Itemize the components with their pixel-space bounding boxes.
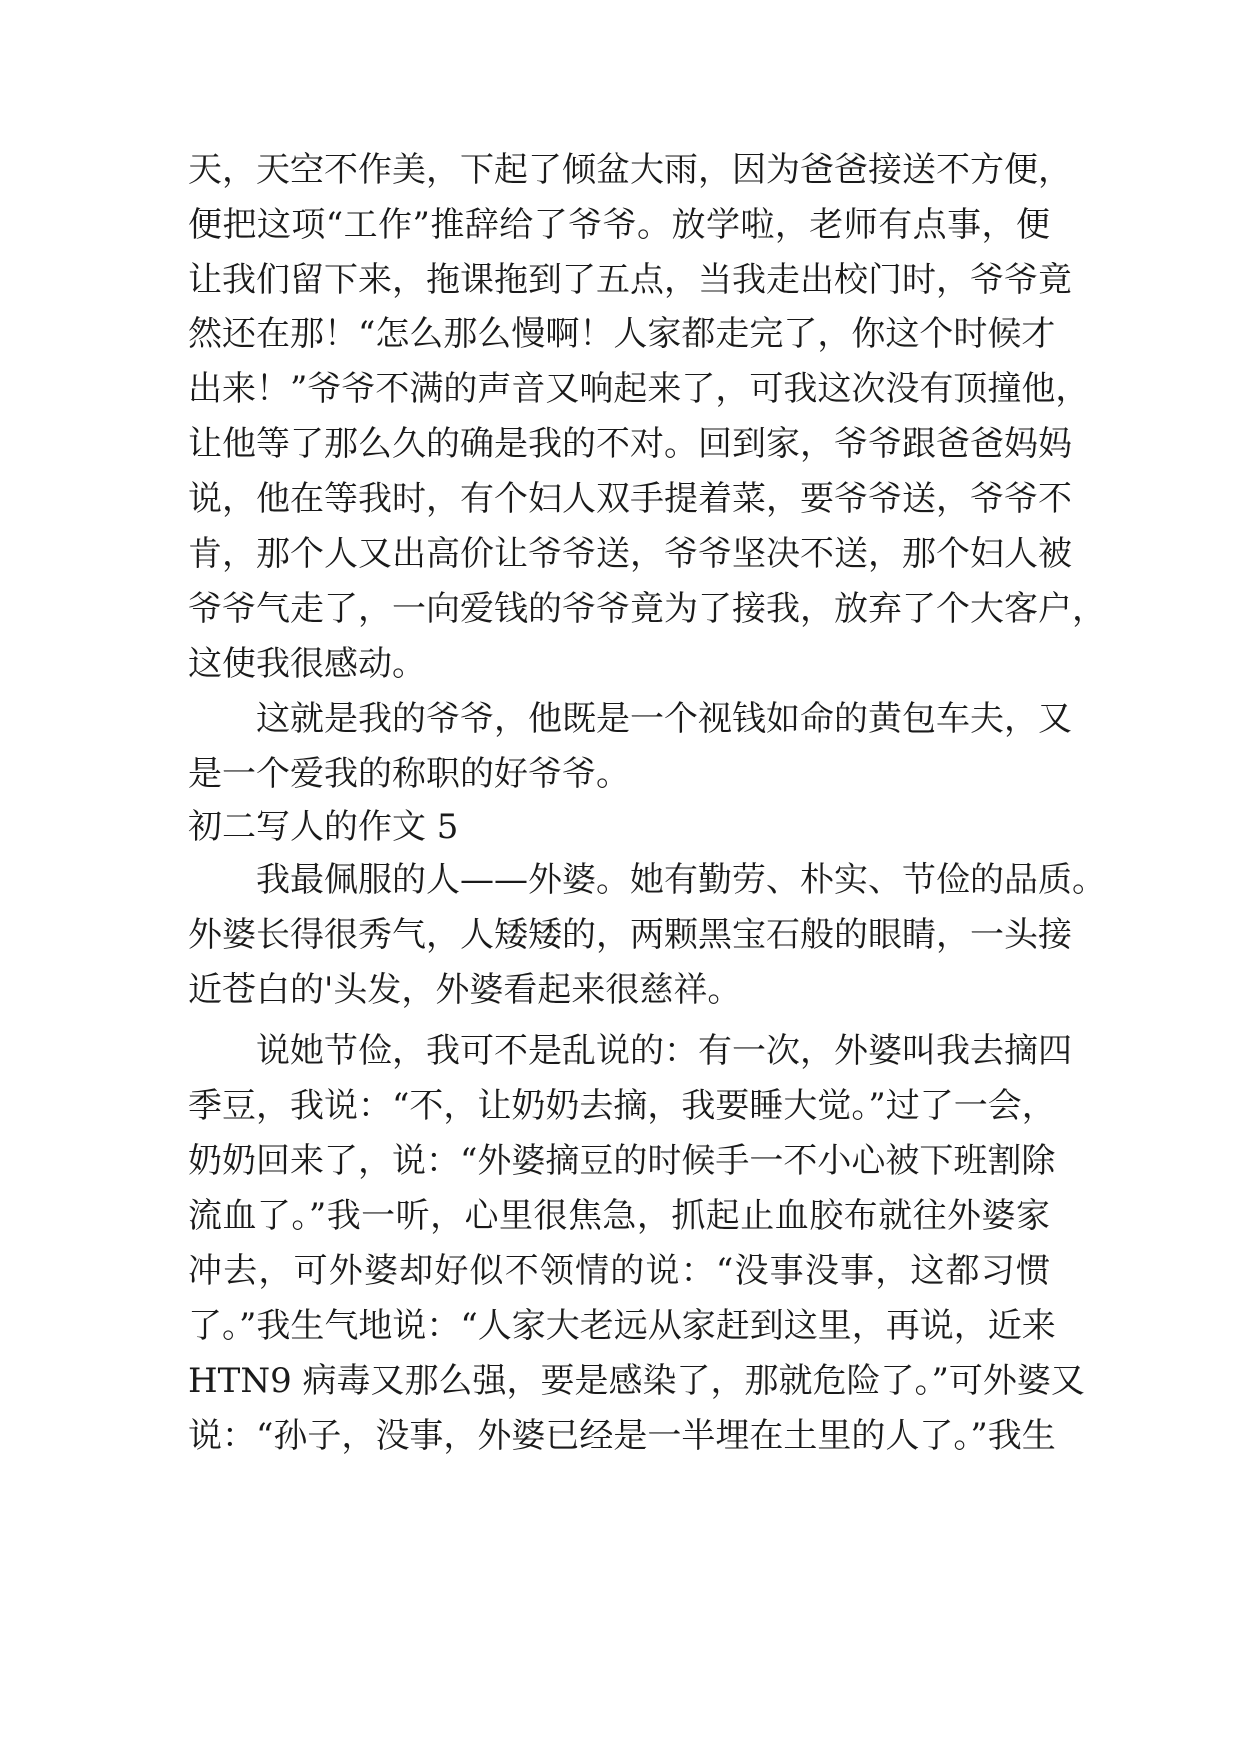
text-line: HTN9 病毒又那么强，要是感染了，那就危险了。”可外婆又 xyxy=(188,1361,1085,1401)
text-line: 冲去，可外婆却好似不领情的说：“没事没事，这都习惯 xyxy=(188,1251,1050,1291)
text-line: 外婆长得很秀气，人矮矮的，两颗黑宝石般的眼睛，一头接 xyxy=(188,915,1072,955)
text-line: 了。”我生气地说：“人家大老远从家赶到这里，再说，近来 xyxy=(188,1306,1056,1346)
text-line: 这使我很感动。 xyxy=(188,644,426,684)
text-line: 肯，那个人又出高价让爷爷送，爷爷坚决不送，那个妇人被 xyxy=(188,534,1072,574)
paragraph-first-line: 这就是我的爷爷，他既是一个视钱如命的黄包车夫，又 xyxy=(256,699,1072,739)
text-line: 爷爷气走了，一向爱钱的爷爷竟为了接我，放弃了个大客户， xyxy=(188,589,1106,629)
text-line: 近苍白的'头发，外婆看起来很慈祥。 xyxy=(188,970,742,1010)
text-line: 让他等了那么久的确是我的不对。回到家，爷爷跟爸爸妈妈 xyxy=(188,424,1072,464)
text-line: 便把这项“工作”推辞给了爷爷。放学啦，老师有点事，便 xyxy=(188,205,1050,245)
text-line: 说，他在等我时，有个妇人双手提着菜，要爷爷送，爷爷不 xyxy=(188,479,1072,519)
text-line: 让我们留下来，拖课拖到了五点，当我走出校门时，爷爷竟 xyxy=(188,260,1072,300)
text-line: 奶奶回来了，说：“外婆摘豆的时候手一不小心被下班割除 xyxy=(188,1141,1056,1181)
text-line: 说：“孙子，没事，外婆已经是一半埋在土里的人了。”我生 xyxy=(188,1416,1056,1456)
text-line: 天，天空不作美，下起了倾盆大雨，因为爸爸接送不方便， xyxy=(188,150,1072,190)
paragraph-first-line: 我最佩服的人——外婆。她有勤劳、朴实、节俭的品质。 xyxy=(256,860,1106,900)
text-line: 是一个爱我的称职的好爷爷。 xyxy=(188,754,630,794)
text-line: 流血了。”我一听，心里很焦急，抓起止血胶布就往外婆家 xyxy=(188,1196,1050,1236)
text-line: 然还在那！“怎么那么慢啊！人家都走完了，你这个时候才 xyxy=(188,314,1056,354)
text-line: 出来！”爷爷不满的声音又响起来了，可我这次没有顶撞他， xyxy=(188,369,1090,409)
text-line: 季豆，我说：“不，让奶奶去摘，我要睡大觉。”过了一会， xyxy=(188,1086,1056,1126)
section-heading: 初二写人的作文 5 xyxy=(188,807,459,847)
paragraph-first-line: 说她节俭，我可不是乱说的：有一次，外婆叫我去摘四 xyxy=(256,1031,1072,1071)
